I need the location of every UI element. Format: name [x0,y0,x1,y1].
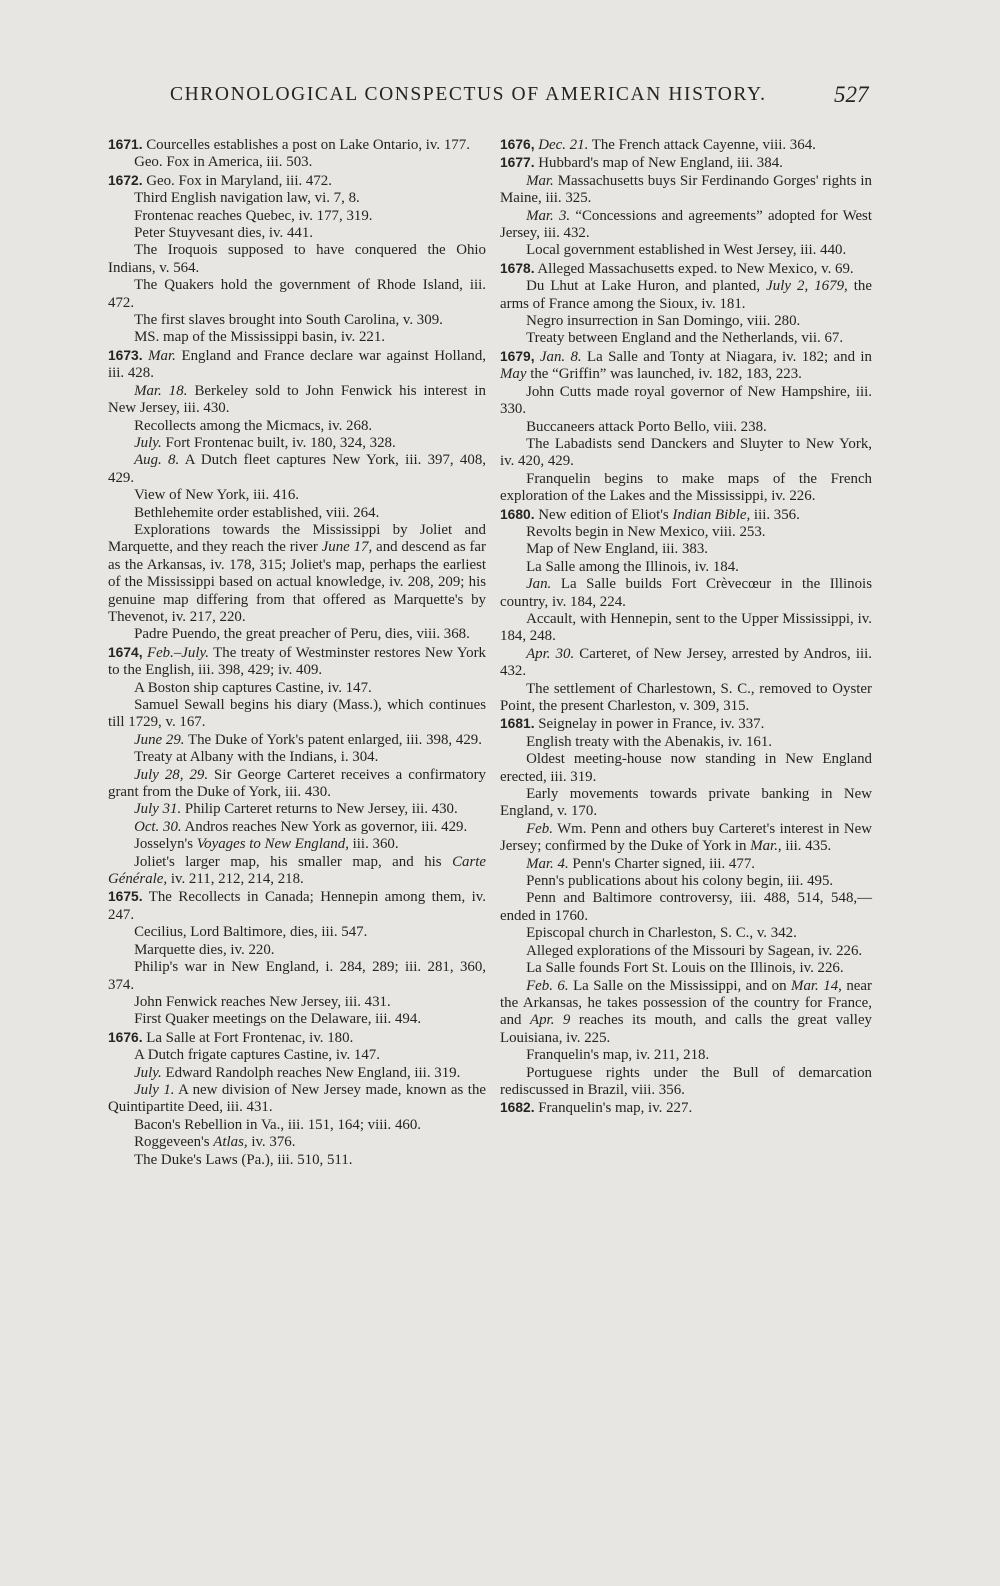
year-entry [500,506,872,524]
sub-entry [500,576,872,611]
entry-text: Carteret, of New Jersey, arrested by Andros, iii. 432. [500,645,872,680]
entry-date: Mar. 14, [791,977,842,994]
entry-year: 1676, [500,137,535,152]
entry-text: iv. 211, 212, 214, 218. [167,871,304,888]
entry-text: La Salle builds Fort Crèvecœur in the Illinois country, iv. 184, 224. [500,576,872,610]
sub-entry [108,452,486,487]
entry-text: Berkeley sold to John Fenwick his interest in New Jersey, iii. 430. [108,382,486,417]
sub-entry [500,524,872,541]
year-entry [500,715,872,733]
entry-year: 1676. [108,1029,143,1045]
year-entry [108,644,486,680]
entry-text: Frontenac reaches Quebec, iv. 177, 319. [134,207,373,224]
entry-text: The Iroquois supposed to have conquered the Ohio Indians, v. 564. [108,242,486,276]
sub-entry [108,154,486,171]
sub-entry [108,1065,486,1082]
entry-date: Indian Bible, [672,506,751,523]
sub-entry [500,646,872,681]
entry-text: Buccaneers attack Porto Bello, viii. 238. [526,418,767,435]
entry-text: The Recollects in Canada; Hennepin among them, iv. 247. [108,889,486,923]
entry-date: Atlas, [213,1134,248,1151]
entry-date: June 29. [134,731,185,748]
entry-text: “Concessions and agreements” adopted for West Jersey, iii. 432. [500,207,872,242]
entry-text: Recollects among the Micmacs, iv. 268. [134,417,373,434]
sub-entry [500,751,872,786]
entry-date: Apr. 9 [530,1012,571,1029]
sub-entry [500,873,872,890]
entry-text: Franquelin's map, iv. 211, 218. [526,1047,710,1064]
entry-text: England and France declare war against Holland, iii. 428. [108,347,486,382]
sub-entry [108,487,486,504]
entry-year: 1674, [108,644,143,660]
sub-entry [500,330,872,347]
entry-text: A Dutch fleet captures New York, iii. 397, 408, 429. [108,452,486,486]
entry-text: Treaty between England and the Netherlands, vii. 67. [526,330,844,347]
year-entry [500,1099,872,1117]
entry-text: Penn's publications about his colony begin, iii. 495. [526,873,834,890]
entry-text: Seignelay in power in France, iv. 337. [534,716,765,733]
entry-text: Bacon's Rebellion in Va., iii. 151, 164; viii. 460. [134,1116,422,1133]
entry-date: Oct. 30. [134,818,182,835]
sub-entry [500,173,872,208]
entry-date: July. [134,434,162,451]
entry-text: Alleged explorations of the Missouri by Sagean, iv. 226. [526,942,863,959]
running-head: CHRONOLOGICAL CONSPECTUS OF AMERICAN HISTORY. [170,84,767,105]
entry-year: 1680. [500,506,535,522]
entry-date: July 28, 29. [134,766,209,783]
entry-text: The settlement of Charlestown, S. C., removed to Oyster Point, the present Charleston, v. 309, 315. [500,680,872,714]
entry-date: Mar. 18. [134,382,188,399]
entry-text: Joliet's larger map, his smaller map, and his [134,853,453,870]
sub-entry [108,749,486,766]
sub-entry [108,505,486,522]
sub-entry [108,697,486,732]
entry-date: Aug. 8. [134,452,180,469]
entry-text: La Salle among the Illinois, iv. 184. [526,558,739,575]
entry-text: Revolts begin in New Mexico, viii. 253. [526,523,766,540]
sub-entry [500,419,872,436]
sub-entry [108,994,486,1011]
entry-year: 1675. [108,889,143,905]
entry-text: Andros reaches New York as governor, iii. 429. [181,818,468,835]
entry-text: Early movements towards private banking in New England, v. 170. [500,786,872,820]
sub-entry [500,734,872,751]
entry-text: Franquelin begins to make maps of the French exploration of the Lakes and the Mississippi, iv. 226. [500,470,872,505]
right-column [500,136,872,1118]
entry-date: July 31. [134,801,182,818]
sub-entry [108,1011,486,1028]
sub-entry [500,890,872,925]
entry-text: A Boston ship captures Castine, iv. 147. [134,679,372,696]
entry-text: Oldest meeting-house now standing in New England erected, iii. 319. [500,751,872,785]
sub-entry [108,801,486,818]
entry-date: Feb. [526,820,553,837]
sub-entry [108,942,486,959]
sub-entry [108,959,486,994]
entry-text: Courcelles establishes a post on Lake Ontario, iv. 177. [142,137,470,153]
sub-entry [108,190,486,207]
entry-text: La Salle on the Mississippi, and on [568,977,792,994]
entry-text: Sir George Carteret receives a confirmatory grant from the Duke of York, iii. 430. [108,766,486,801]
entry-date: Voyages to New England, [196,836,349,853]
entry-text: Massachusetts buys Sir Ferdinando Gorges' rights in Maine, iii. 325. [500,172,872,207]
entry-text: Penn's Charter signed, iii. 477. [568,855,755,872]
sub-entry [108,924,486,941]
sub-entry [108,680,486,697]
entry-text: Roggeveen's [134,1134,214,1151]
entry-text: Padre Puendo, the great preacher of Peru, dies, viii. 368. [134,626,470,643]
sub-entry [108,329,486,346]
entry-text: The Quakers hold the government of Rhode Island, iii. 472. [108,277,486,311]
entry-text: Negro insurrection in San Domingo, viii. 280. [526,313,801,330]
entry-text: Edward Randolph reaches New England, iii. 319. [161,1064,461,1081]
sub-entry [500,278,872,313]
entry-text: the “Griffin” was launched, iv. 182, 183, 223. [526,366,802,383]
entry-text: Fort Frontenac built, iv. 180, 324, 328. [161,434,396,451]
entry-text: Geo. Fox in America, iii. 503. [134,154,313,171]
entry-text: Hubbard's map of New England, iii. 384. [534,155,783,172]
entry-text: iii. 356. [750,506,800,523]
entry-text: reaches its mouth, and calls the great valley Louisiana, iv. 225. [500,1012,872,1046]
entry-text: First Quaker meetings on the Delaware, iii. 494. [134,1011,422,1028]
year-entry [108,172,486,190]
entry-text: Episcopal church in Charleston, S. C., v. 342. [526,925,797,942]
sub-entry [500,436,872,471]
entry-text: MS. map of the Mississippi basin, iv. 221. [134,329,386,346]
entry-date: Mar. 4. [526,855,569,872]
sub-entry [500,208,872,243]
entry-text: Portuguese rights under the Bull of demarcation rediscussed in Brazil, viii. 356. [500,1064,872,1098]
entry-text: View of New York, iii. 416. [134,487,300,504]
entry-text: The first slaves brought into South Carolina, v. 309. [134,312,443,329]
year-entry [500,136,872,154]
entry-text: near the Arkansas, he takes possession of the country for France, and [500,977,872,1029]
sub-entry [500,313,872,330]
sub-entry [108,418,486,435]
sub-entry [108,312,486,329]
page-header [0,84,1000,114]
entry-text: the arms of France among the Sioux, iv. 181. [500,278,872,312]
entry-text: and descend as far as the Arkansas, iv. 178, 315; Joliet's map, perhaps the earliest of the Mississippi based on actual knowledge, iv. 208, 209; his genuine map differing from that offered as Marquette's by Thevenot, iv. 217, 220. [108,539,487,625]
entry-date: July 1. [134,1081,175,1098]
entry-text: Local government established in West Jersey, iii. 440. [526,242,847,259]
entry-date: Jan. [526,576,552,593]
entry-text: Franquelin's map, iv. 227. [534,1100,693,1117]
entry-year: 1671. [108,137,143,152]
sub-entry [108,626,486,643]
sub-entry [500,559,872,576]
entry-text: English treaty with the Abenakis, iv. 161. [526,733,772,750]
entry-text: La Salle and Tonty at Niagara, iv. 182; and in [581,348,873,365]
entry-year: 1673. [108,347,143,363]
sub-entry [108,225,486,242]
entry-year: 1677. [500,155,535,171]
entry-text: Accault, with Hennepin, sent to the Upper Mississippi, iv. 184, 248. [500,610,872,645]
sub-entry [500,384,872,419]
sub-entry [500,821,872,856]
sub-entry [500,681,872,716]
entry-text: Philip's war in New England, i. 284, 289; iii. 281, 360, 374. [108,959,486,993]
year-entry [108,136,486,154]
entry-text: Penn and Baltimore controversy, iii. 488, 514, 548,—ended in 1760. [500,890,872,924]
sub-entry [108,836,486,853]
entry-text: Map of New England, iii. 383. [526,541,709,558]
entry-text: The Duke's Laws (Pa.), iii. 510, 511. [134,1151,353,1168]
entry-text: The Labadists send Danckers and Sluyter to New York, iv. 420, 429. [500,435,872,470]
entry-date: Mar. [526,172,554,189]
sub-entry [500,786,872,821]
entry-text: Cecilius, Lord Baltimore, dies, iii. 547. [134,924,368,941]
entry-text: La Salle at Fort Frontenac, iv. 180. [142,1029,354,1046]
sub-entry [108,1047,486,1064]
year-entry [108,347,486,383]
entry-date: Mar. 3. [526,207,571,224]
entry-text: John Fenwick reaches New Jersey, iii. 431. [134,993,391,1010]
entry-text: Du Lhut at Lake Huron, and planted, [526,278,767,295]
entry-date: Apr. 30. [526,645,575,662]
sub-entry [108,1117,486,1134]
left-column [108,136,486,1169]
entry-text: Bethlehemite order established, viii. 264. [134,504,380,521]
sub-entry [500,471,872,506]
sub-entry [500,978,872,1048]
year-entry [108,888,486,924]
entry-text: La Salle founds Fort St. Louis on the Illinois, iv. 226. [526,960,844,977]
sub-entry [108,819,486,836]
sub-entry [108,435,486,452]
entry-text: A new division of New Jersey made, known as the Quintipartite Deed, iii. 431. [108,1081,486,1116]
entry-text: New edition of Eliot's [534,506,673,523]
entry-text: iii. 360. [348,836,399,853]
entry-text: Philip Carteret returns to New Jersey, iii. 430. [181,801,458,818]
sub-entry [500,1047,872,1064]
sub-entry [108,383,486,418]
entry-year: 1681. [500,716,535,732]
sub-entry [108,732,486,749]
sub-entry [500,925,872,942]
entry-text: A Dutch frigate captures Castine, iv. 147. [134,1047,380,1064]
page-number: 527 [834,82,869,107]
entry-date: June 17, [321,539,373,556]
year-entry [500,348,872,384]
entry-text: John Cutts made royal governor of New Hampshire, iii. 330. [500,383,872,418]
entry-text: The Duke of York's patent enlarged, iii. 398, 429. [184,731,482,748]
sub-entry [500,242,872,259]
entry-year: 1678. [500,260,535,276]
entry-text: Marquette dies, iv. 220. [134,941,275,958]
sub-entry [108,208,486,225]
entry-date: Feb. 6. [526,977,569,994]
entry-text: The French attack Cayenne, viii. 364. [588,137,816,153]
entry-text: Treaty at Albany with the Indians, i. 304. [134,749,379,766]
sub-entry [500,611,872,646]
entry-text: , iii. 435. [777,838,832,855]
sub-entry [108,854,486,889]
entry-text: Geo. Fox in Maryland, iii. 472. [142,172,332,189]
year-entry [500,154,872,172]
sub-entry [108,277,486,312]
sub-entry [108,1082,486,1117]
entry-text: Josselyn's [134,836,197,853]
entry-date: July. [134,1064,162,1081]
entry-text: Explorations towards the Mississippi by Joliet and Marquette, and they reach the river [108,521,486,556]
entry-text: Peter Stuyvesant dies, iv. 441. [134,225,314,242]
entry-date: Carte Générale, [108,853,486,888]
sub-entry [108,1152,486,1169]
entry-date: July 2, 1679, [766,278,848,295]
entry-date: Jan. 8. [539,348,582,365]
entry-year: 1682. [500,1100,535,1116]
sub-entry [500,856,872,873]
sub-entry [500,541,872,558]
entry-date: May [500,366,527,383]
entry-date: Mar. [148,347,176,364]
sub-entry [108,767,486,802]
sub-entry [108,242,486,277]
sub-entry [500,960,872,977]
entry-year: 1672. [108,172,143,188]
entry-text: Samuel Sewall begins his diary (Mass.), which continues till 1729, v. 167. [108,697,486,731]
entry-text: Alleged Massachusetts exped. to New Mexico, v. 69. [534,260,854,277]
entry-text: Third English navigation law, vi. 7, 8. [134,190,360,207]
entry-date: Dec. 21. [538,137,589,153]
sub-entry [108,1134,486,1151]
sub-entry [108,522,486,626]
entry-text: Wm. Penn and others buy Carteret's interest in New Jersey; confirmed by the Duke of York in [500,820,872,855]
sub-entry [500,943,872,960]
entry-date: Feb.–July. [146,644,209,661]
entry-text: The treaty of Westminster restores New York to the English, iii. 398, 429; iv. 409. [108,644,486,679]
entry-date: Mar. [750,838,778,855]
year-entry [108,1029,486,1047]
year-entry [500,260,872,278]
sub-entry [500,1065,872,1100]
entry-text: iv. 376. [247,1134,296,1151]
entry-year: 1679, [500,348,535,364]
